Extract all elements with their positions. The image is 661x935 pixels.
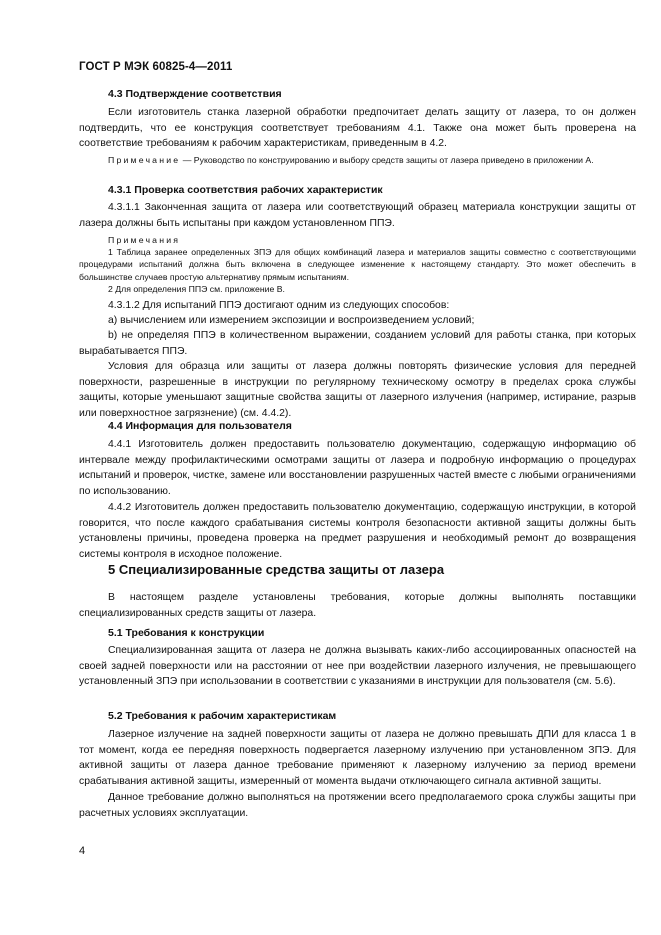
section-4-3-paragraph: Если изготовитель станка лазерной обработки предпочитает делать защиту от лазера, то он должен подтвердить, что ее конструкция соответствует требованиям 4.1. Также она может быть проверена на соответствие требованиям к рабочим характеристикам, приведенным в 4.2. bbox=[79, 107, 636, 150]
note-text: — Руководство по конструированию и выбору средств защиты от лазера приведено в приложении А. bbox=[180, 155, 594, 165]
section-4-3-1-1-paragraph: 4.3.1.1 Законченная защита от лазера или соответствующий образец материала конструкции защиты от лазера должны быть испытаны при каждом установленном ППЭ. bbox=[79, 202, 636, 229]
section-4-3-1-2-intro: 4.3.1.2 Для испытаний ППЭ достигают одним из следующих способов: bbox=[108, 300, 450, 311]
section-4-3-title: 4.3 Подтверждение соответствия bbox=[108, 88, 282, 100]
section-4-3-1-title: 4.3.1 Проверка соответствия рабочих характеристик bbox=[108, 184, 383, 196]
section-5-2-paragraph-1: Лазерное излучение на задней поверхности защиты от лазера не должно превышать ДПИ для класса 1 в тот момент, когда ее передняя поверхность подвергается лазерному излучению при установленном ЗПЭ. Для активной защиты от лазера данное требование применяют к лазерному излучению за период времени срабатывания активной защиты, измеренный от момента выдачи отключающего сигнала активной защиты. bbox=[79, 729, 636, 787]
section-5-title: 5 Специализированные средства защиты от лазера bbox=[108, 562, 445, 577]
note-1: 1 Таблица заранее определенных ЗПЭ для общих комбинаций лазера и материалов защиты совместно с соответствующими процедурами испытаний должна быть включена в следующее изменение к настоящему стандарту. Это может обеспечить в большинстве случаев простую альтернативу прямым испытаниям. bbox=[79, 247, 636, 282]
section-5-2-paragraph-2: Данное требование должно выполняться на протяжении всего предполагаемого срока службы защиты при расчетных условиях эксплуатации. bbox=[79, 792, 636, 819]
notes-label: Примечания bbox=[108, 235, 181, 245]
section-4-4-1-paragraph: 4.4.1 Изготовитель должен предоставить пользователю документацию, содержащую информацию об интервале между профилактическими осмотрами защиты от лазера и подробную информацию о процедурах испытаний и проверок, чистке, замене или восстановлении разрушенных частей вместе с любыми ограничениями по использованию. bbox=[79, 439, 636, 497]
list-item-a: a) вычислением или измерением экспозиции и воспроизведением условий; bbox=[108, 315, 475, 326]
section-5-paragraph: В настоящем разделе установлены требования, которые должны выполнять поставщики специализированных средств защиты от лазера. bbox=[79, 592, 636, 619]
section-4-3-note bbox=[79, 154, 636, 166]
section-5-1-paragraph: Специализированная защита от лазера не должна вызывать каких-либо ассоциированных опасностей на своей задней поверхности или на расстоянии от нее при воздействии лазерного излучения, не превышающего установленный ЗПЭ при использовании в соответствии с указаниями в инструкции для пользователя (см. 5.6). bbox=[79, 645, 636, 688]
standard-header: ГОСТ Р МЭК 60825-4—2011 bbox=[79, 61, 233, 73]
note-label: Примечание bbox=[108, 155, 181, 165]
section-4-3-1-2-paragraph: Условия для образца или защиты от лазера должны повторять физические условия для передней поверхности, разрешенные в инструкции по регулярному техническому осмотру в пределах срока службы защиты, которые уменьшают защитные свойства защиты от лазерного излучения (например, истирание, разрыв или поверхностное загрязнение) (см. 4.4.2). bbox=[79, 361, 636, 419]
section-5-2-title: 5.2 Требования к рабочим характеристикам bbox=[108, 710, 337, 722]
section-5-1-title: 5.1 Требования к конструкции bbox=[108, 627, 265, 639]
note-2: 2 Для определения ППЭ см. приложение В. bbox=[108, 284, 285, 294]
list-item-b: b) не определяя ППЭ в количественном выражении, созданием условий для работы станка, при которых вырабатывается ППЭ. bbox=[79, 330, 636, 357]
section-4-4-2-paragraph: 4.4.2 Изготовитель должен предоставить пользователю документацию, содержащую инструкции, в которой говорится, что после каждого срабатывания системы контроля безопасности активной защиты должны быть установлены причины, проведена проверка на предмет разрушения и необходимый ремонт до возвращения системы контроля в исходное положение. bbox=[79, 502, 636, 560]
page-number: 4 bbox=[79, 845, 86, 857]
section-4-4-title: 4.4 Информация для пользователя bbox=[108, 420, 292, 432]
